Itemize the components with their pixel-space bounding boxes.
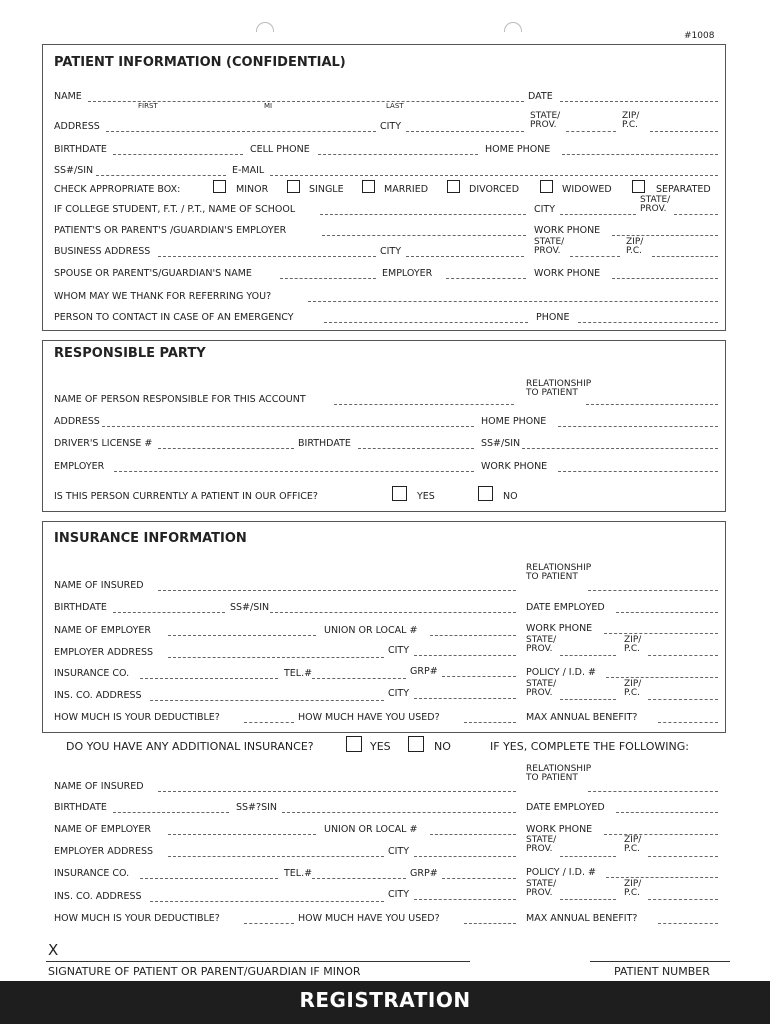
widowed-label: WIDOWED xyxy=(562,184,612,195)
employer2-state-field[interactable] xyxy=(560,856,616,857)
mi-sublabel: MI xyxy=(264,102,273,110)
current-patient-label: IS THIS PERSON CURRENTLY A PATIENT IN OUR OFFICE? xyxy=(54,491,318,502)
spouse-field[interactable] xyxy=(280,278,376,279)
responsible-relationship-label: RELATIONSHIP TO PATIENT xyxy=(526,379,592,399)
ins-zip-label: ZIP/ P.C. xyxy=(624,679,642,699)
insurance-co-label: INSURANCE CO. xyxy=(54,668,130,679)
current-patient-yes-checkbox[interactable] xyxy=(392,486,407,501)
business-zip-label: ZIP/ P.C. xyxy=(626,237,644,257)
business-state-label: STATE/ PROV. xyxy=(534,237,565,257)
employer2-zip-field[interactable] xyxy=(648,856,718,857)
ins-address-field[interactable] xyxy=(150,700,384,701)
cell-phone-field[interactable] xyxy=(318,154,478,155)
divorced-checkbox[interactable] xyxy=(447,180,460,193)
insured2-birthdate-field[interactable] xyxy=(113,812,229,813)
married-checkbox[interactable] xyxy=(362,180,375,193)
insured2-ssn-field[interactable] xyxy=(282,812,516,813)
used2-label: HOW MUCH HAVE YOU USED? xyxy=(298,913,440,924)
insured-birthdate-label: BIRTHDATE xyxy=(54,602,107,613)
birthdate-field[interactable] xyxy=(113,154,243,155)
city-field[interactable] xyxy=(406,131,524,132)
home-phone-field[interactable] xyxy=(562,154,718,155)
policy2-field[interactable] xyxy=(606,877,718,878)
responsible-birthdate-label: BIRTHDATE xyxy=(298,438,351,449)
date-field[interactable] xyxy=(560,101,718,102)
emergency-label: PERSON TO CONTACT IN CASE OF AN EMERGENCY xyxy=(54,312,294,323)
spouse-employer-field[interactable] xyxy=(446,278,526,279)
grp2-field[interactable] xyxy=(442,878,516,879)
patient-employer-label: PATIENT'S OR PARENT'S /GUARDIAN'S EMPLOYER xyxy=(54,225,287,236)
ins-state-label: STATE/ PROV. xyxy=(526,679,557,699)
date-label: DATE xyxy=(528,91,553,102)
first-sublabel: FIRST xyxy=(138,102,158,110)
insured-birthdate-field[interactable] xyxy=(113,612,225,613)
grp-field[interactable] xyxy=(442,676,516,677)
insured-name-field[interactable] xyxy=(158,590,516,591)
insured-relationship-label: RELATIONSHIP TO PATIENT xyxy=(526,563,592,583)
deductible-field[interactable] xyxy=(244,722,294,723)
date-employed2-field[interactable] xyxy=(616,812,718,813)
emergency-phone-label: PHONE xyxy=(536,312,570,323)
insured2-birthdate-label: BIRTHDATE xyxy=(54,802,107,813)
additional-no-checkbox[interactable] xyxy=(408,736,424,752)
responsible-birthdate-field[interactable] xyxy=(358,448,474,449)
college-label: IF COLLEGE STUDENT, F.T. / P.T., NAME OF SCHOOL xyxy=(54,204,296,215)
employer2-zip-label: ZIP/ P.C. xyxy=(624,835,642,855)
insured2-work-phone-field[interactable] xyxy=(604,834,718,835)
divorced-label: DIVORCED xyxy=(469,184,520,195)
responsible-relationship-field[interactable] xyxy=(586,404,718,405)
binder-hole-left xyxy=(256,22,274,32)
single-checkbox[interactable] xyxy=(287,180,300,193)
date-employed2-label: DATE EMPLOYED xyxy=(526,802,605,813)
referral-label: WHOM MAY WE THANK FOR REFERRING YOU? xyxy=(54,291,272,302)
insured-relationship-field[interactable] xyxy=(588,590,718,591)
single-label: SINGLE xyxy=(309,184,344,195)
employer-zip-label: ZIP/ P.C. xyxy=(624,635,642,655)
current-patient-no-label: NO xyxy=(503,491,518,502)
union2-label: UNION OR LOCAL # xyxy=(324,824,418,835)
responsible-home-phone-field[interactable] xyxy=(558,426,718,427)
ssn-field[interactable] xyxy=(96,175,226,176)
employer-address-field[interactable] xyxy=(168,657,384,658)
license-label: DRIVER'S LICENSE # xyxy=(54,438,153,449)
policy-field[interactable] xyxy=(606,677,718,678)
ins-state-field[interactable] xyxy=(560,699,616,700)
business-address-label: BUSINESS ADDRESS xyxy=(54,246,151,257)
ins-city2-label: CITY xyxy=(388,889,410,900)
tel-field[interactable] xyxy=(312,678,406,679)
email-label: E-MAIL xyxy=(232,165,265,176)
ins-city-field[interactable] xyxy=(414,698,516,699)
business-state-field[interactable] xyxy=(570,256,620,257)
minor-label: MINOR xyxy=(236,184,269,195)
patient-info-title: PATIENT INFORMATION (CONFIDENTIAL) xyxy=(54,55,346,70)
name-employer-field[interactable] xyxy=(168,635,316,636)
insured-name-label: NAME OF INSURED xyxy=(54,580,144,591)
work-phone-field[interactable] xyxy=(612,235,718,236)
birthdate-label: BIRTHDATE xyxy=(54,144,107,155)
college-field[interactable] xyxy=(320,214,526,215)
grp-label: GRP# xyxy=(410,666,438,677)
responsible-work-phone-field[interactable] xyxy=(558,471,718,472)
employer-state-field[interactable] xyxy=(560,655,616,656)
spouse-employer-label: EMPLOYER xyxy=(382,268,433,279)
employer2-address-label: EMPLOYER ADDRESS xyxy=(54,846,154,857)
employer-city-label: CITY xyxy=(388,645,410,656)
deductible2-label: HOW MUCH IS YOUR DEDUCTIBLE? xyxy=(54,913,220,924)
work-phone-label: WORK PHONE xyxy=(534,225,601,236)
business-city-field[interactable] xyxy=(406,256,524,257)
insured-ssn-field[interactable] xyxy=(270,612,516,613)
responsible-employer-field[interactable] xyxy=(114,471,474,472)
grp2-label: GRP# xyxy=(410,868,438,879)
date-employed-label: DATE EMPLOYED xyxy=(526,602,605,613)
insured2-name-field[interactable] xyxy=(158,791,516,792)
state-prov-label: STATE/ PROV. xyxy=(530,111,561,131)
responsible-ssn-label: SS#/SIN xyxy=(481,438,521,449)
minor-checkbox[interactable] xyxy=(213,180,226,193)
ins-zip2-label: ZIP/ P.C. xyxy=(624,879,642,899)
ins-address-label: INS. CO. ADDRESS xyxy=(54,690,142,701)
insured2-relationship-label: RELATIONSHIP TO PATIENT xyxy=(526,764,592,784)
employer-zip-field[interactable] xyxy=(648,655,718,656)
tel-label: TEL.# xyxy=(284,668,313,679)
business-city-label: CITY xyxy=(380,246,402,257)
spouse-work-phone-field[interactable] xyxy=(612,278,718,279)
ins-zip-field[interactable] xyxy=(648,699,718,700)
spouse-label: SPOUSE OR PARENT'S/GUARDIAN'S NAME xyxy=(54,268,252,279)
emergency-phone-field[interactable] xyxy=(578,322,718,323)
used2-field[interactable] xyxy=(464,923,516,924)
zip-pc-label: ZIP/ P.C. xyxy=(622,111,640,131)
city-label: CITY xyxy=(380,121,402,132)
insured-ssn-label: SS#/SIN xyxy=(230,602,270,613)
responsible-person-label: NAME OF PERSON RESPONSIBLE FOR THIS ACCOUNT xyxy=(54,394,306,405)
tel2-field[interactable] xyxy=(312,878,406,879)
insured-work-phone-field[interactable] xyxy=(604,633,718,634)
date-employed-field[interactable] xyxy=(616,612,718,613)
signature-line[interactable] xyxy=(46,961,470,962)
binder-hole-right xyxy=(504,22,522,32)
signature-x-mark: X xyxy=(48,941,59,959)
responsible-work-phone-label: WORK PHONE xyxy=(481,461,548,472)
insured2-work-phone-label: WORK PHONE xyxy=(526,824,593,835)
ins-city2-field[interactable] xyxy=(414,899,516,900)
employer-state-label: STATE/ PROV. xyxy=(526,635,557,655)
max-benefit2-label: MAX ANNUAL BENEFIT? xyxy=(526,913,638,924)
current-patient-no-checkbox[interactable] xyxy=(478,486,493,501)
ins-address2-label: INS. CO. ADDRESS xyxy=(54,891,142,902)
college-state-label: STATE/ PROV. xyxy=(640,195,671,215)
cell-phone-label: CELL PHONE xyxy=(250,144,310,155)
license-field[interactable] xyxy=(158,448,294,449)
business-address-field[interactable] xyxy=(158,256,376,257)
responsible-employer-label: EMPLOYER xyxy=(54,461,105,472)
policy2-label: POLICY / I.D. # xyxy=(526,867,596,878)
business-zip-field[interactable] xyxy=(652,256,718,257)
responsible-home-phone-label: HOME PHONE xyxy=(481,416,547,427)
insured2-name-label: NAME OF INSURED xyxy=(54,781,144,792)
separated-label: SEPARATED xyxy=(656,184,711,195)
name-employer-label: NAME OF EMPLOYER xyxy=(54,625,152,636)
insurance-co-field[interactable] xyxy=(140,678,278,679)
check-box-label: CHECK APPROPRIATE BOX: xyxy=(54,184,181,195)
max-benefit-label: MAX ANNUAL BENEFIT? xyxy=(526,712,638,723)
widowed-checkbox[interactable] xyxy=(540,180,553,193)
additional-insurance-label: DO YOU HAVE ANY ADDITIONAL INSURANCE? xyxy=(66,740,314,753)
address-field[interactable] xyxy=(106,131,376,132)
insured2-ssn-label: SS#?SIN xyxy=(236,802,278,813)
married-label: MARRIED xyxy=(384,184,429,195)
used-field[interactable] xyxy=(464,722,516,723)
insured2-relationship-field[interactable] xyxy=(588,791,718,792)
email-field[interactable] xyxy=(270,175,718,176)
home-phone-label: HOME PHONE xyxy=(485,144,551,155)
max-benefit2-field[interactable] xyxy=(658,923,718,924)
additional-yes-checkbox[interactable] xyxy=(346,736,362,752)
ins-address2-field[interactable] xyxy=(150,901,384,902)
employer-address-label: EMPLOYER ADDRESS xyxy=(54,647,154,658)
ins-city-label: CITY xyxy=(388,688,410,699)
responsible-ssn-field[interactable] xyxy=(522,448,718,449)
ins-state2-field[interactable] xyxy=(560,899,616,900)
ssn-label: SS#/SIN xyxy=(54,165,94,176)
spouse-work-phone-label: WORK PHONE xyxy=(534,268,601,279)
form-number: #1008 xyxy=(684,31,715,41)
tel2-label: TEL.# xyxy=(284,868,313,879)
additional-no-label: NO xyxy=(434,740,451,753)
college-state-field[interactable] xyxy=(674,214,718,215)
ins-zip2-field[interactable] xyxy=(648,899,718,900)
college-city-field[interactable] xyxy=(560,214,636,215)
union-label: UNION OR LOCAL # xyxy=(324,625,418,636)
referral-field[interactable] xyxy=(308,301,718,302)
responsible-address-label: ADDRESS xyxy=(54,416,100,427)
name-employer2-label: NAME OF EMPLOYER xyxy=(54,824,152,835)
union-field[interactable] xyxy=(430,635,516,636)
max-benefit-field[interactable] xyxy=(658,722,718,723)
current-patient-yes-label: YES xyxy=(417,491,435,502)
additional-yes-label: YES xyxy=(370,740,391,753)
name-employer2-field[interactable] xyxy=(168,834,316,835)
signature-label: SIGNATURE OF PATIENT OR PARENT/GUARDIAN IF MINOR xyxy=(48,965,361,978)
employer2-address-field[interactable] xyxy=(168,856,384,857)
if-yes-label: IF YES, COMPLETE THE FOLLOWING: xyxy=(490,740,689,753)
policy-label: POLICY / I.D. # xyxy=(526,667,596,678)
employer2-city-field[interactable] xyxy=(414,856,516,857)
footer-title: REGISTRATION xyxy=(299,988,471,1012)
ins-state2-label: STATE/ PROV. xyxy=(526,879,557,899)
zip-field[interactable] xyxy=(650,131,718,132)
responsible-address-field[interactable] xyxy=(102,426,474,427)
emergency-field[interactable] xyxy=(324,322,528,323)
separated-checkbox[interactable] xyxy=(632,180,645,193)
union2-field[interactable] xyxy=(430,834,516,835)
used-label: HOW MUCH HAVE YOU USED? xyxy=(298,712,440,723)
deductible2-field[interactable] xyxy=(244,923,294,924)
college-city-label: CITY xyxy=(534,204,556,215)
responsible-party-title: RESPONSIBLE PARTY xyxy=(54,346,206,361)
patient-number-label: PATIENT NUMBER xyxy=(614,965,710,978)
employer2-city-label: CITY xyxy=(388,846,410,857)
state-field[interactable] xyxy=(566,131,616,132)
insurance-co2-label: INSURANCE CO. xyxy=(54,868,130,879)
employer-city-field[interactable] xyxy=(414,655,516,656)
name-label: NAME xyxy=(54,91,82,102)
last-sublabel: LAST xyxy=(386,102,404,110)
patient-number-line[interactable] xyxy=(590,961,730,962)
insurance-title: INSURANCE INFORMATION xyxy=(54,531,247,546)
deductible-label: HOW MUCH IS YOUR DEDUCTIBLE? xyxy=(54,712,220,723)
responsible-person-field[interactable] xyxy=(334,404,514,405)
address-label: ADDRESS xyxy=(54,121,100,132)
insurance-co2-field[interactable] xyxy=(140,878,278,879)
insured-work-phone-label: WORK PHONE xyxy=(526,623,593,634)
employer2-state-label: STATE/ PROV. xyxy=(526,835,557,855)
patient-employer-field[interactable] xyxy=(322,235,526,236)
